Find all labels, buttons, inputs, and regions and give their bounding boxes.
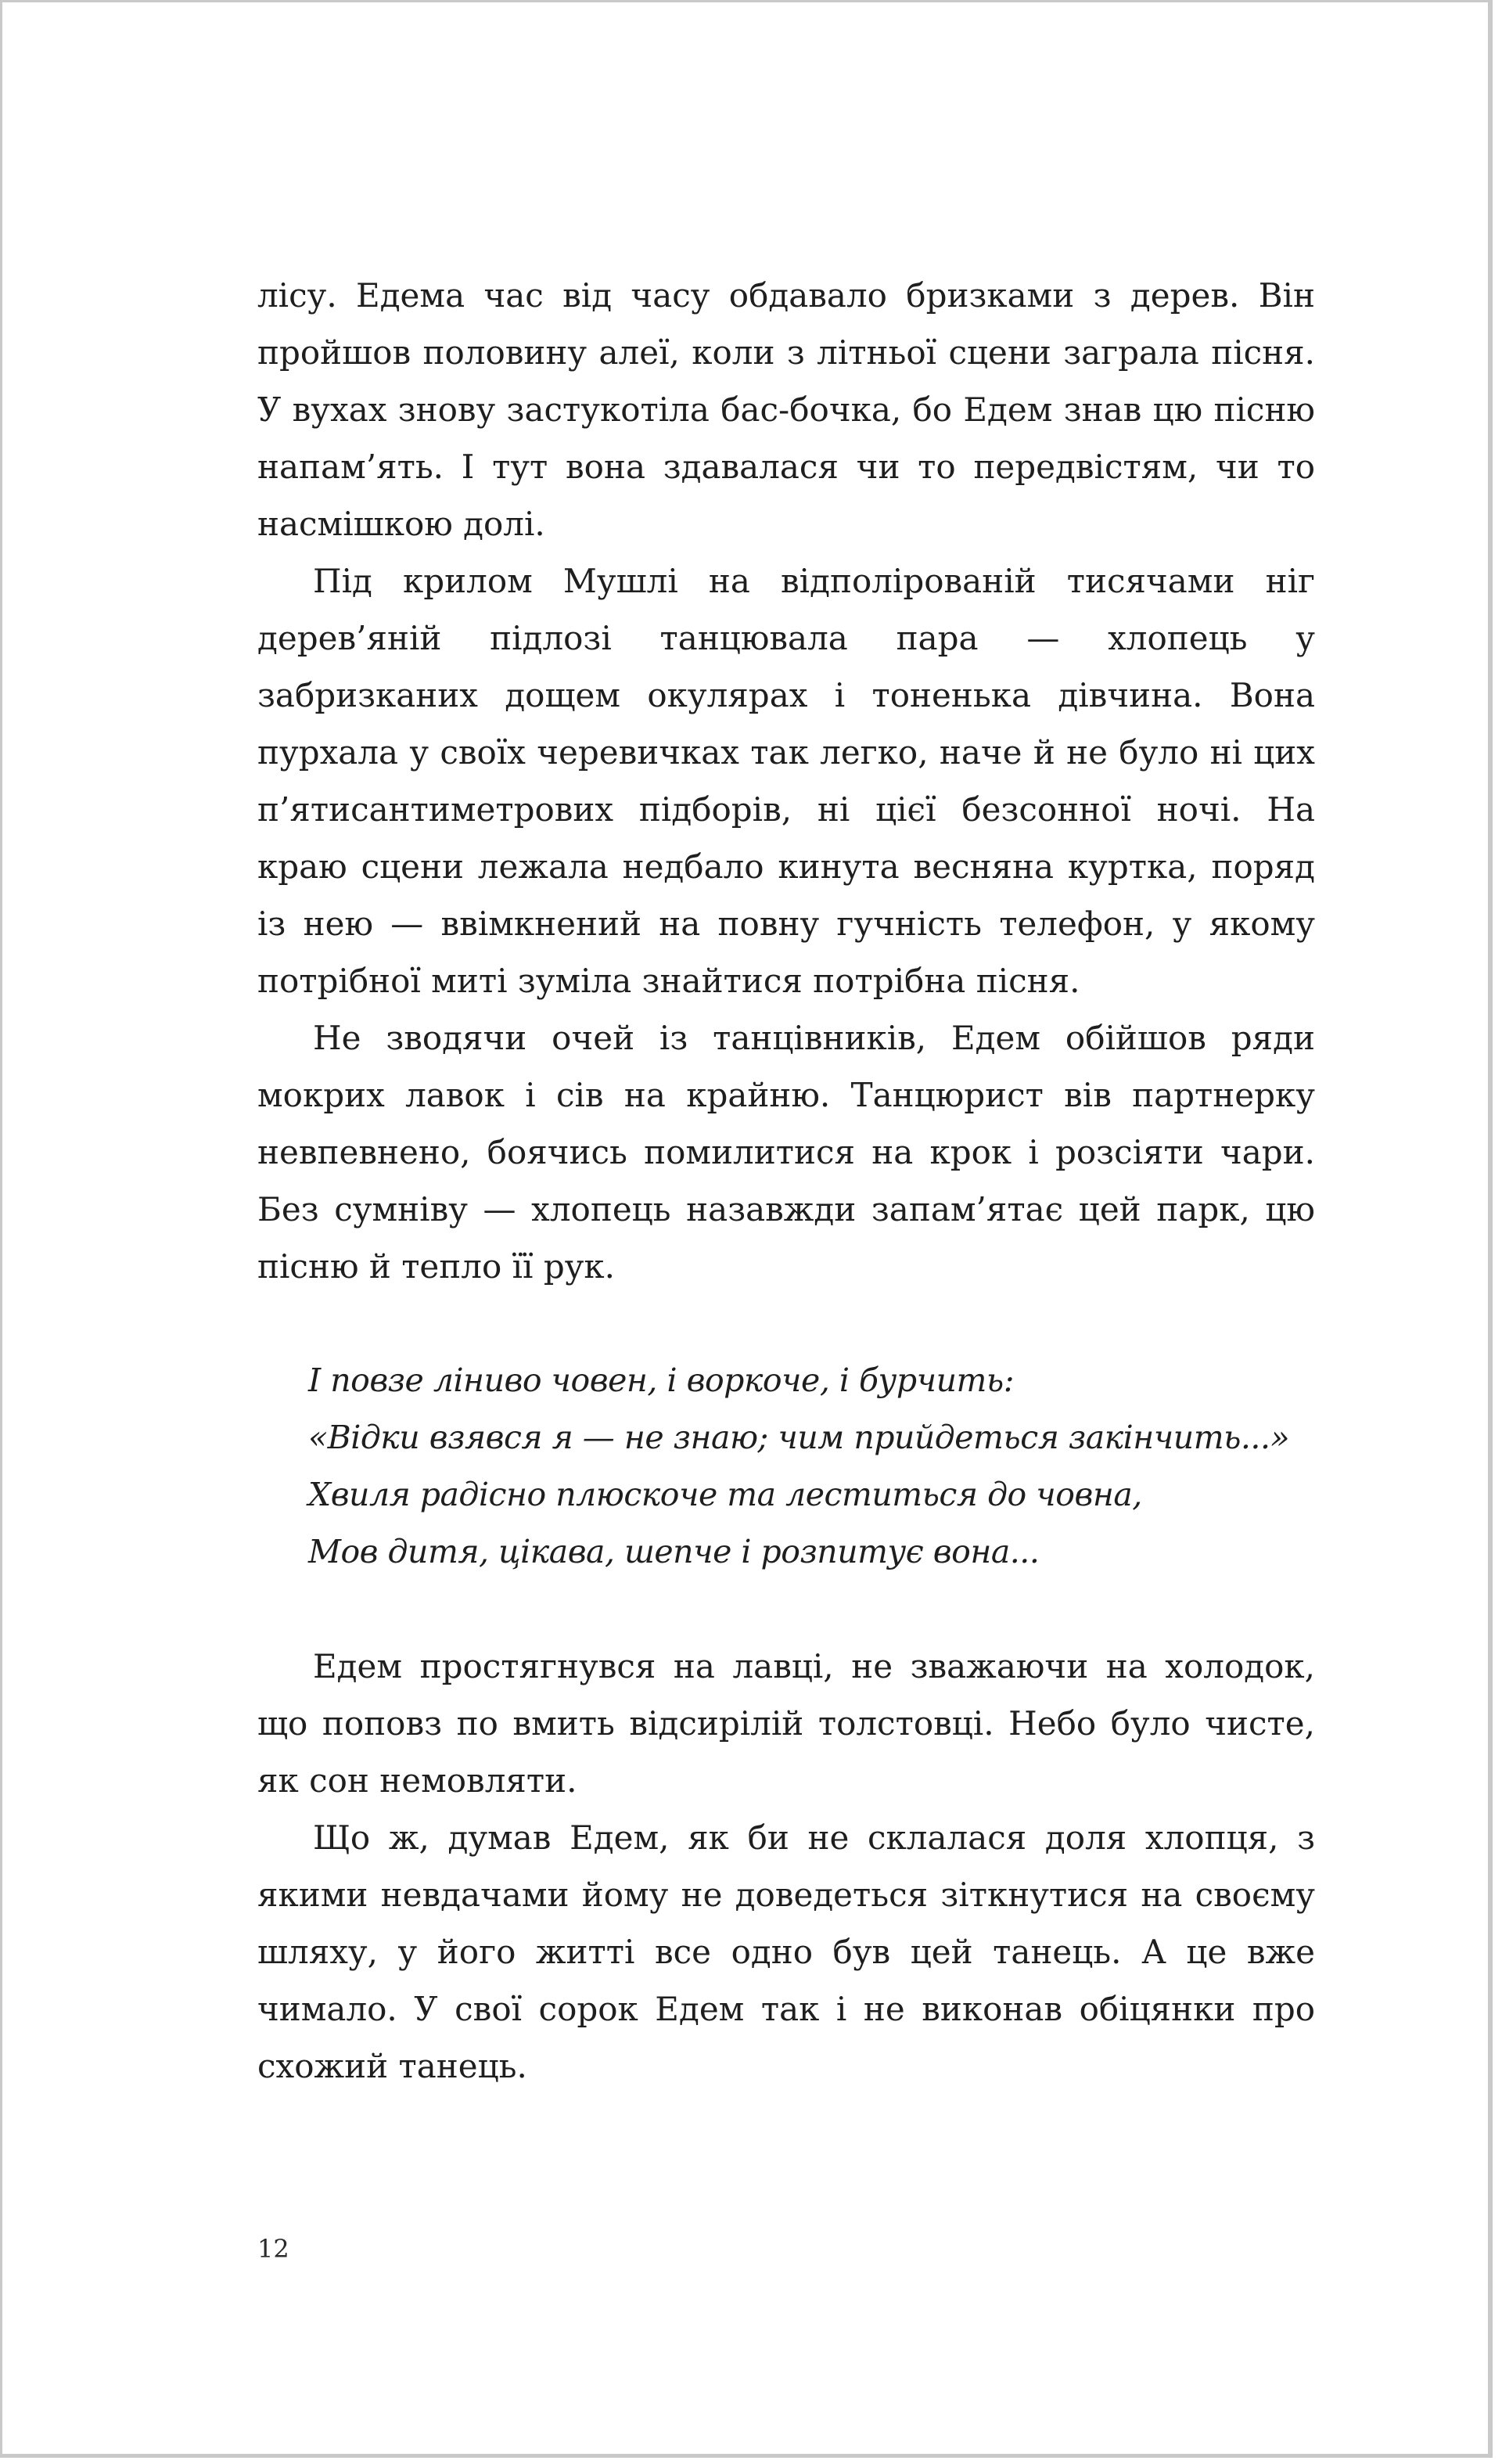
page-body xyxy=(257,267,1315,2095)
verse-line: І повзе ліниво човен, і воркоче, і бурчить: xyxy=(308,1361,1015,1399)
verse-line: Хвиля радісно плюскоче та леститься до човна, xyxy=(308,1476,1142,1513)
paragraph: Що ж, думав Едем, як би не склалася доля хлопця, з якими невдачами йому не доведеться зіткнутися на своєму шляху, у його житті все одно був цей танець. А це вже чимало. У свої сорок Едем так і не виконав обіцянки про схожий танець. xyxy=(257,1818,1315,2085)
verse-quote xyxy=(308,1352,1315,1581)
paragraph: Едем простягнувся на лавці, не зважаючи на холодок, що поповз по вмить відсирілій толстовці. Небо було чисте, як сон немовляти. xyxy=(257,1647,1315,1800)
paragraph: лісу. Едема час від часу обдавало бризками з дерев. Він пройшов половину алеї, коли з літньої сцени заграла пісня. У вухах знову застукотіла бас-бочка, бо Едем знав цю пісню напам’ять. І тут вона здавалася чи то передвістям, чи то насмішкою долі. xyxy=(257,276,1315,543)
verse-line: «Відки взявся я — не знаю; чим прийдеться закінчить...» xyxy=(308,1419,1290,1456)
paragraph: Під крилом Мушлі на відполірованій тисячами ніг дерев’яній підлозі танцювала пара — хлопець у забризканих дощем окулярах і тоненька дівчина. Вона пурхала у своїх черевичках так легко, наче й не було ні цих п’ятисантиметрових підборів, ні цієї безсонної ночі. На краю сцени лежала недбало кинута весняна куртка, поряд із нею — ввімкнений на повну гучність телефон, у якому потрібної миті зуміла знайтися потрібна пісня. xyxy=(257,562,1315,1000)
paragraph: Не зводячи очей із танцівників, Едем обійшов ряди мокрих лавок і сів на крайню. Танцюрист вів партнерку невпевнено, боячись помилитися на крок і розсіяти чари. Без сумніву — хлопець назавжди запам’ятає цей парк, цю пісню й тепло її рук. xyxy=(257,1019,1315,1286)
verse-line: Мов дитя, цікава, шепче і розпитує вона... xyxy=(308,1533,1040,1570)
page-number: 12 xyxy=(257,2234,289,2264)
